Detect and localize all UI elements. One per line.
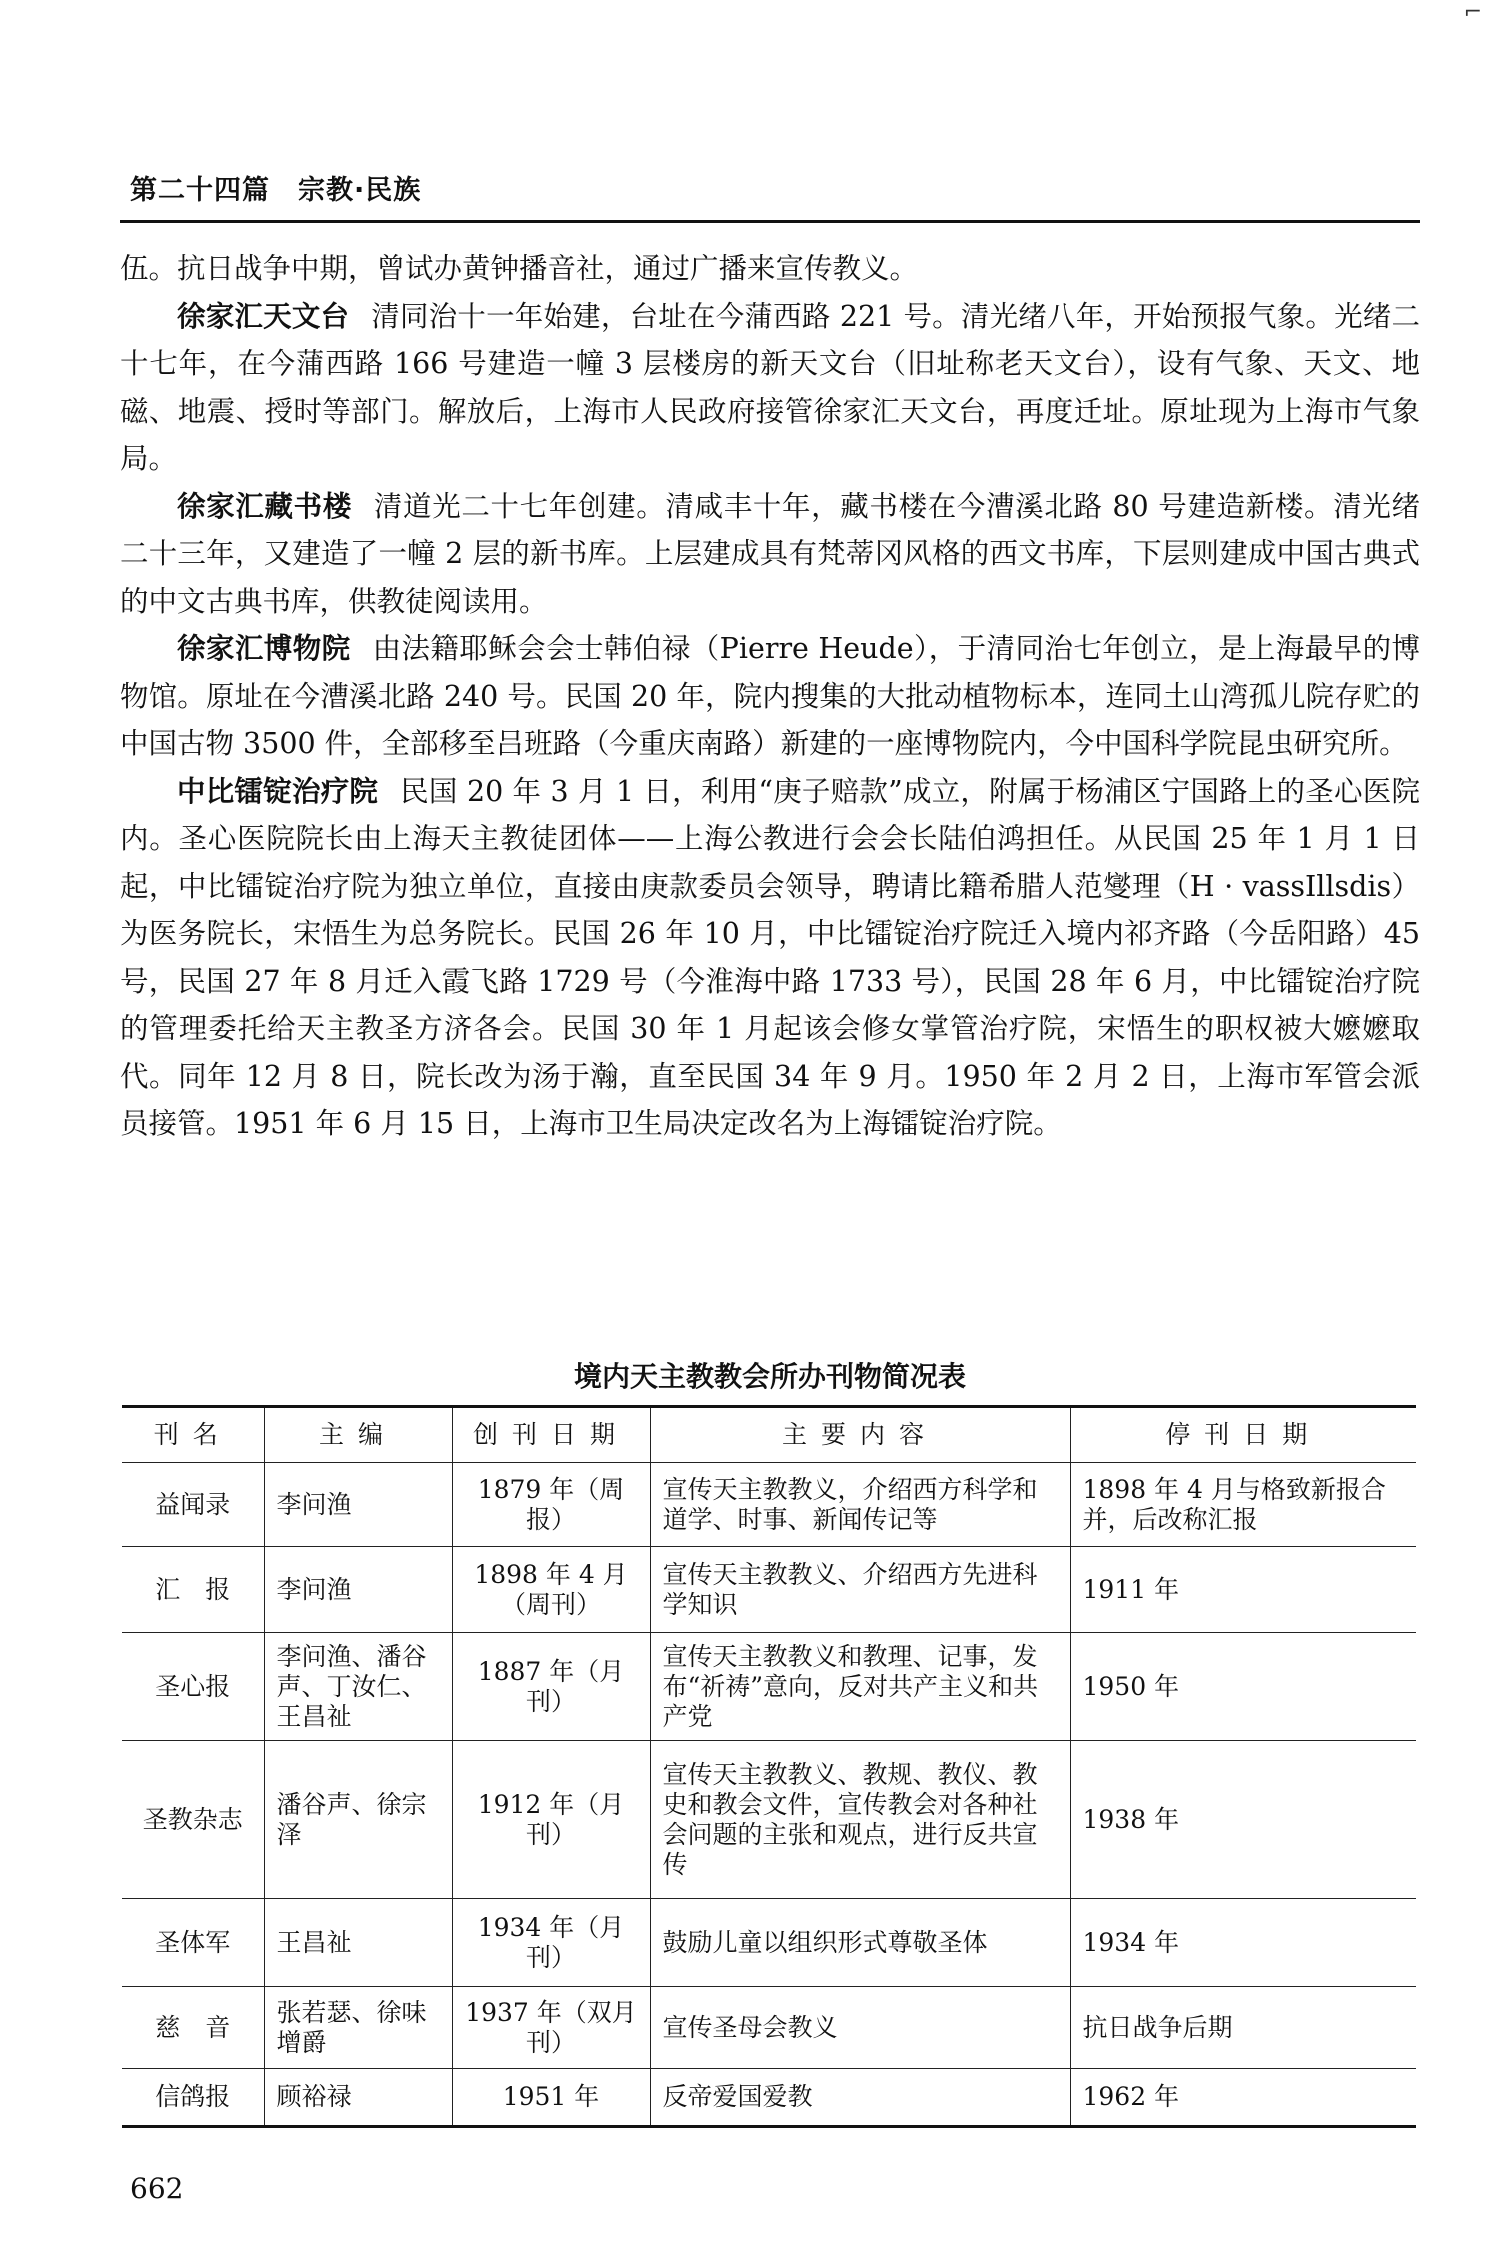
table-row (122, 1899, 1416, 1987)
page-number: 662 (130, 2172, 184, 2205)
entry-text: 清道光二十七年创建。清咸丰十年，藏书楼在今漕溪北路 80 号建造新楼。清光绪二十三年，又建造了一幢 2 层的新书库。上层建成具有梵蒂冈风格的西文书库，下层则建成中国古典式的中文古典书库，供教徒阅读用。 (120, 489, 1420, 618)
header-rule (120, 220, 1420, 223)
cell-content: 宣传天主教教义，介绍西方科学和道学、时事、新闻传记等 (650, 1463, 1070, 1547)
cell-name: 汇 报 (122, 1547, 264, 1633)
cell-founded: 1951 年 (452, 2069, 650, 2127)
column-header: 刊名 (122, 1407, 264, 1463)
cell-name: 圣教杂志 (122, 1741, 264, 1899)
cell-content: 宣传天主教教义、介绍西方先进科学知识 (650, 1547, 1070, 1633)
column-header: 主编 (264, 1407, 452, 1463)
paragraph-text: 伍。抗日战争中期，曾试办黄钟播音社，通过广播来宣传教义。 (120, 252, 919, 285)
entry-text: 清同治十一年始建，台址在今蒲西路 221 号。清光绪八年，开始预报气象。光绪二十七年，在今蒲西路 166 号建造一幢 3 层楼房的新天文台（旧址称老天文台），设有气象、天文、地磁、地震、授时等部门。解放后，上海市人民政府接管徐家汇天文台，再度迁址。原址现为上海市气象局。 (120, 299, 1420, 475)
column-header: 创刊日期 (452, 1407, 650, 1463)
cell-founded: 1934 年（月刊） (452, 1899, 650, 1987)
running-header: 第二十四篇 宗教·民族 (130, 175, 422, 206)
cell-content: 宣传天主教教义和教理、记事，发布“祈祷”意向，反对共产主义和共产党 (650, 1633, 1070, 1741)
cell-founded: 1887 年（月刊） (452, 1633, 650, 1741)
paragraph-continuation (120, 245, 1420, 293)
entry-heading: 徐家汇藏书楼 (177, 489, 352, 523)
cell-editor: 潘谷声、徐宗泽 (264, 1741, 452, 1899)
cell-editor: 李问渔、潘谷声、丁汝仁、王昌祉 (264, 1633, 452, 1741)
entry-text: 民国 20 年 3 月 1 日，利用“庚子赔款”成立，附属于杨浦区宁国路上的圣心医院内。圣心医院院长由上海天主教徒团体——上海公教进行会会长陆伯鸿担任。从民国 25 年 1 月 1 日起，中比镭锭治疗院为独立单位，直接由庚款委员会领导，聘请比籍希腊人范燮理（H · vassIllsdis）为医务院长，宋悟生为总务院长。民国 26 年 10 月，中比镭锭治疗院迁入境内祁齐路（今岳阳路）45 号，民国 27 年 8 月迁入霞飞路 1729 号（今淮海中路 1733 号），民国 28 年 6 月，中比镭锭治疗院的管理委托给天主教圣方济各会。民国 30 年 1 月起该会修女掌管治疗院，宋悟生的职权被大嬷嬷取代。同年 12 月 8 日，院长改为汤于瀚，直至民国 34 年 9 月。1950 年 2 月 2 日，上海市军管会派员接管。1951 年 6 月 15 日，上海市卫生局决定改名为上海镭锭治疗院。 (120, 774, 1420, 1140)
table-header-row (122, 1407, 1416, 1463)
table-row (122, 2069, 1416, 2127)
cell-name: 益闻录 (122, 1463, 264, 1547)
cell-content: 宣传圣母会教义 (650, 1987, 1070, 2069)
table-row (122, 1987, 1416, 2069)
cell-content: 宣传天主教教义、教规、教仪、教史和教会文件，宣传教会对各种社会问题的主张和观点，进行反共宣传 (650, 1741, 1070, 1899)
corner-mark: ⌐ (1463, 0, 1482, 25)
cell-name: 圣体军 (122, 1899, 264, 1987)
entry-xujiahui-museum (120, 625, 1420, 768)
entry-radium-institute (120, 768, 1420, 1148)
entry-heading: 中比镭锭治疗院 (177, 774, 379, 808)
cell-content: 鼓励儿童以组织形式尊敬圣体 (650, 1899, 1070, 1987)
cell-ceased: 1934 年 (1070, 1899, 1416, 1987)
column-header: 停刊日期 (1070, 1407, 1416, 1463)
cell-editor: 李问渔 (264, 1463, 452, 1547)
periodicals-table (122, 1405, 1416, 2128)
cell-ceased: 1950 年 (1070, 1633, 1416, 1741)
cell-ceased: 1911 年 (1070, 1547, 1416, 1633)
table-row (122, 1547, 1416, 1633)
cell-founded: 1937 年（双月刊） (452, 1987, 650, 2069)
cell-name: 圣心报 (122, 1633, 264, 1741)
entry-text: 由法籍耶稣会会士韩伯禄（Pierre Heude），于清同治七年创立，是上海最早的博物馆。原址在今漕溪北路 240 号。民国 20 年，院内搜集的大批动植物标本，连同土山湾孤儿院存贮的中国古物 3500 件，全部移至吕班路（今重庆南路）新建的一座博物院内，今中国科学院昆虫研究所。 (120, 632, 1420, 760)
entry-xujiahui-library (120, 483, 1420, 626)
cell-name: 慈 音 (122, 1987, 264, 2069)
cell-ceased: 1962 年 (1070, 2069, 1416, 2127)
cell-founded: 1898 年 4 月（周刊） (452, 1547, 650, 1633)
cell-ceased: 1898 年 4 月与格致新报合并，后改称汇报 (1070, 1463, 1416, 1547)
cell-editor: 李问渔 (264, 1547, 452, 1633)
cell-editor: 王昌祉 (264, 1899, 452, 1987)
cell-founded: 1879 年（周报） (452, 1463, 650, 1547)
table-row (122, 1741, 1416, 1899)
entry-xujiahui-observatory (120, 293, 1420, 483)
table-row (122, 1633, 1416, 1741)
cell-content: 反帝爱国爱教 (650, 2069, 1070, 2127)
cell-ceased: 抗日战争后期 (1070, 1987, 1416, 2069)
entry-heading: 徐家汇天文台 (177, 299, 350, 333)
cell-ceased: 1938 年 (1070, 1741, 1416, 1899)
body-text (120, 245, 1420, 1148)
table-row (122, 1463, 1416, 1547)
entry-heading: 徐家汇博物院 (177, 632, 351, 665)
cell-editor: 张若瑟、徐味增爵 (264, 1987, 452, 2069)
cell-name: 信鸽报 (122, 2069, 264, 2127)
column-header: 主要内容 (650, 1407, 1070, 1463)
cell-editor: 顾裕禄 (264, 2069, 452, 2127)
cell-founded: 1912 年（月刊） (452, 1741, 650, 1899)
table-title: 境内天主教教会所办刊物简况表 (573, 1360, 966, 1393)
